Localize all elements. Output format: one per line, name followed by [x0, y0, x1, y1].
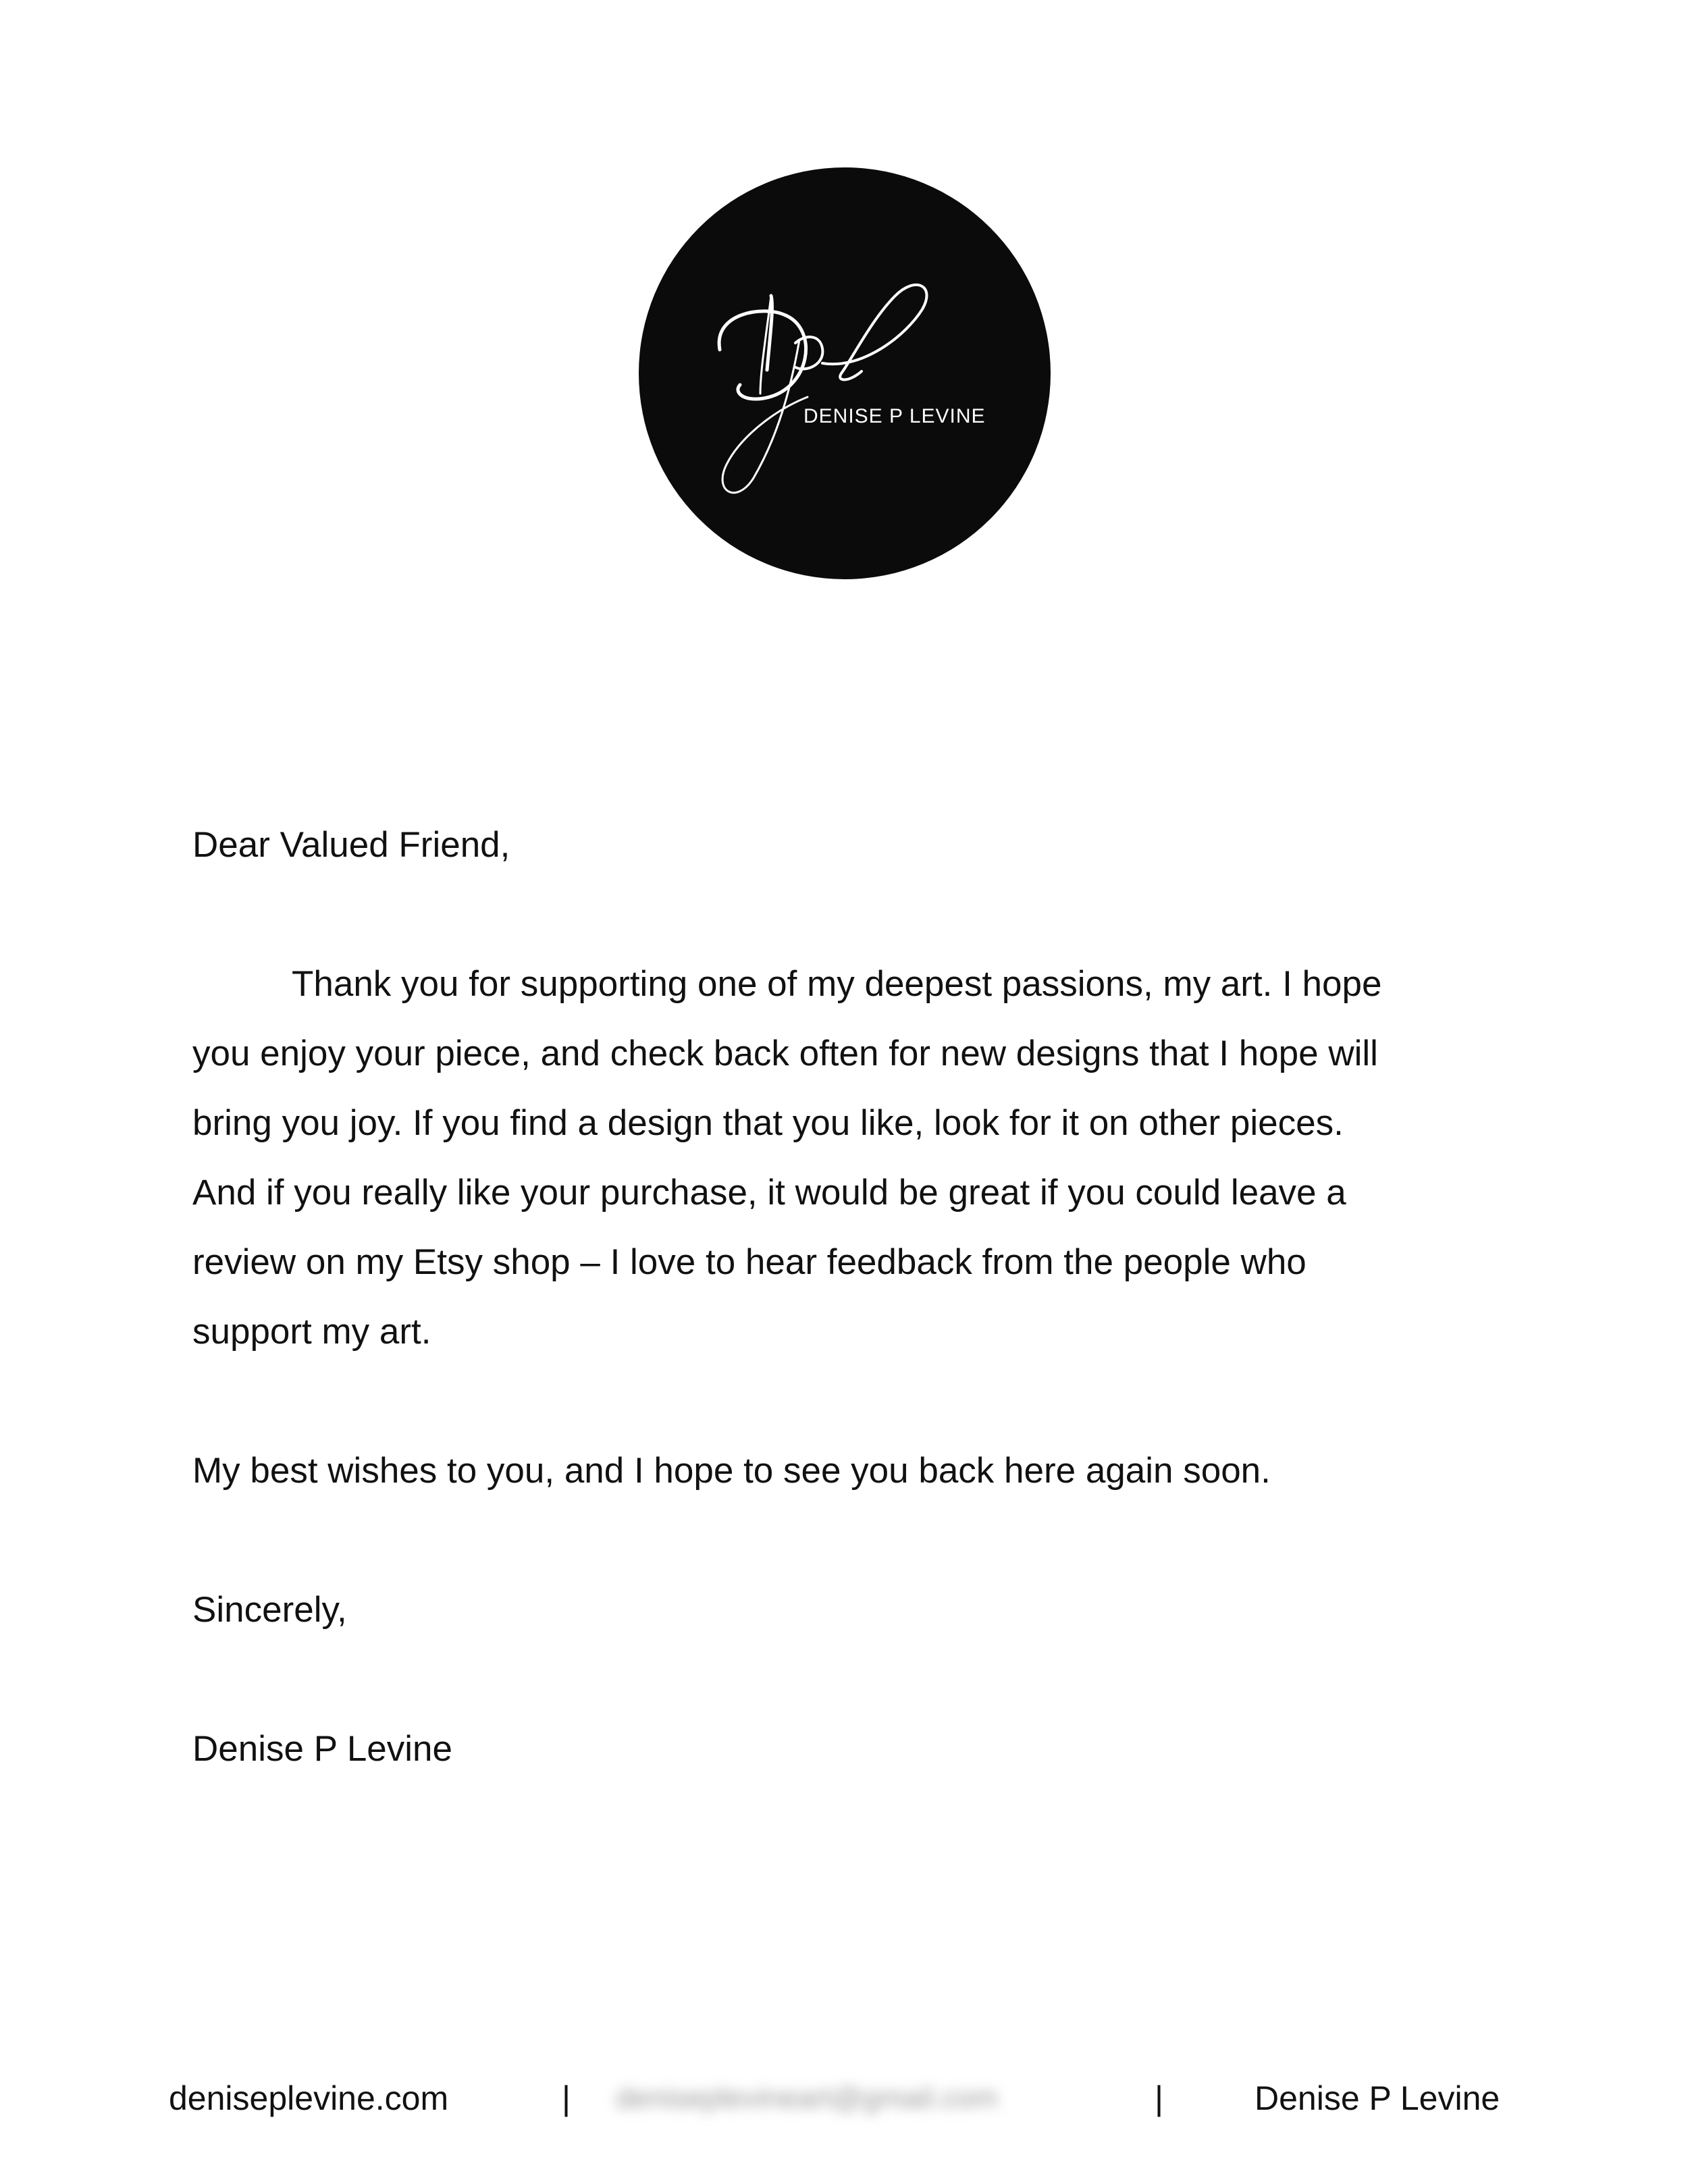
salutation: Dear Valued Friend, — [192, 825, 510, 865]
footer-website: deniseplevine.com — [169, 2079, 449, 2117]
body-line-text: Thank you for supporting one of my deepest passions, my art. I hope — [292, 964, 1382, 1004]
wishes-line: My best wishes to you, and I hope to see you back here again soon. — [192, 1451, 1271, 1491]
footer-email-blurred: deniseplevineart@gmail.com — [616, 2081, 998, 2114]
body-line: And if you really like your purchase, it would be great if you could leave a — [192, 1173, 1346, 1213]
brand-logo — [639, 167, 1051, 579]
footer-separator: | — [1155, 2079, 1163, 2117]
closing: Sincerely, — [192, 1590, 347, 1630]
body-line: review on my Etsy shop – I love to hear feedback from the people who — [192, 1242, 1307, 1282]
signature: Denise P Levine — [192, 1729, 453, 1769]
body-line — [192, 949, 1496, 1019]
letter-body — [192, 810, 1496, 1784]
footer — [0, 2071, 1688, 2125]
monogram-script-icon — [639, 167, 1051, 579]
logo-name: DENISE P LEVINE — [803, 405, 986, 427]
body-line: bring you joy. If you find a design that you like, look for it on other pieces. — [192, 1103, 1344, 1143]
footer-separator: | — [562, 2079, 571, 2117]
footer-name: Denise P Levine — [1255, 2079, 1500, 2117]
body-line: support my art. — [192, 1312, 431, 1352]
body-line: you enjoy your piece, and check back often for new designs that I hope will — [192, 1034, 1378, 1073]
